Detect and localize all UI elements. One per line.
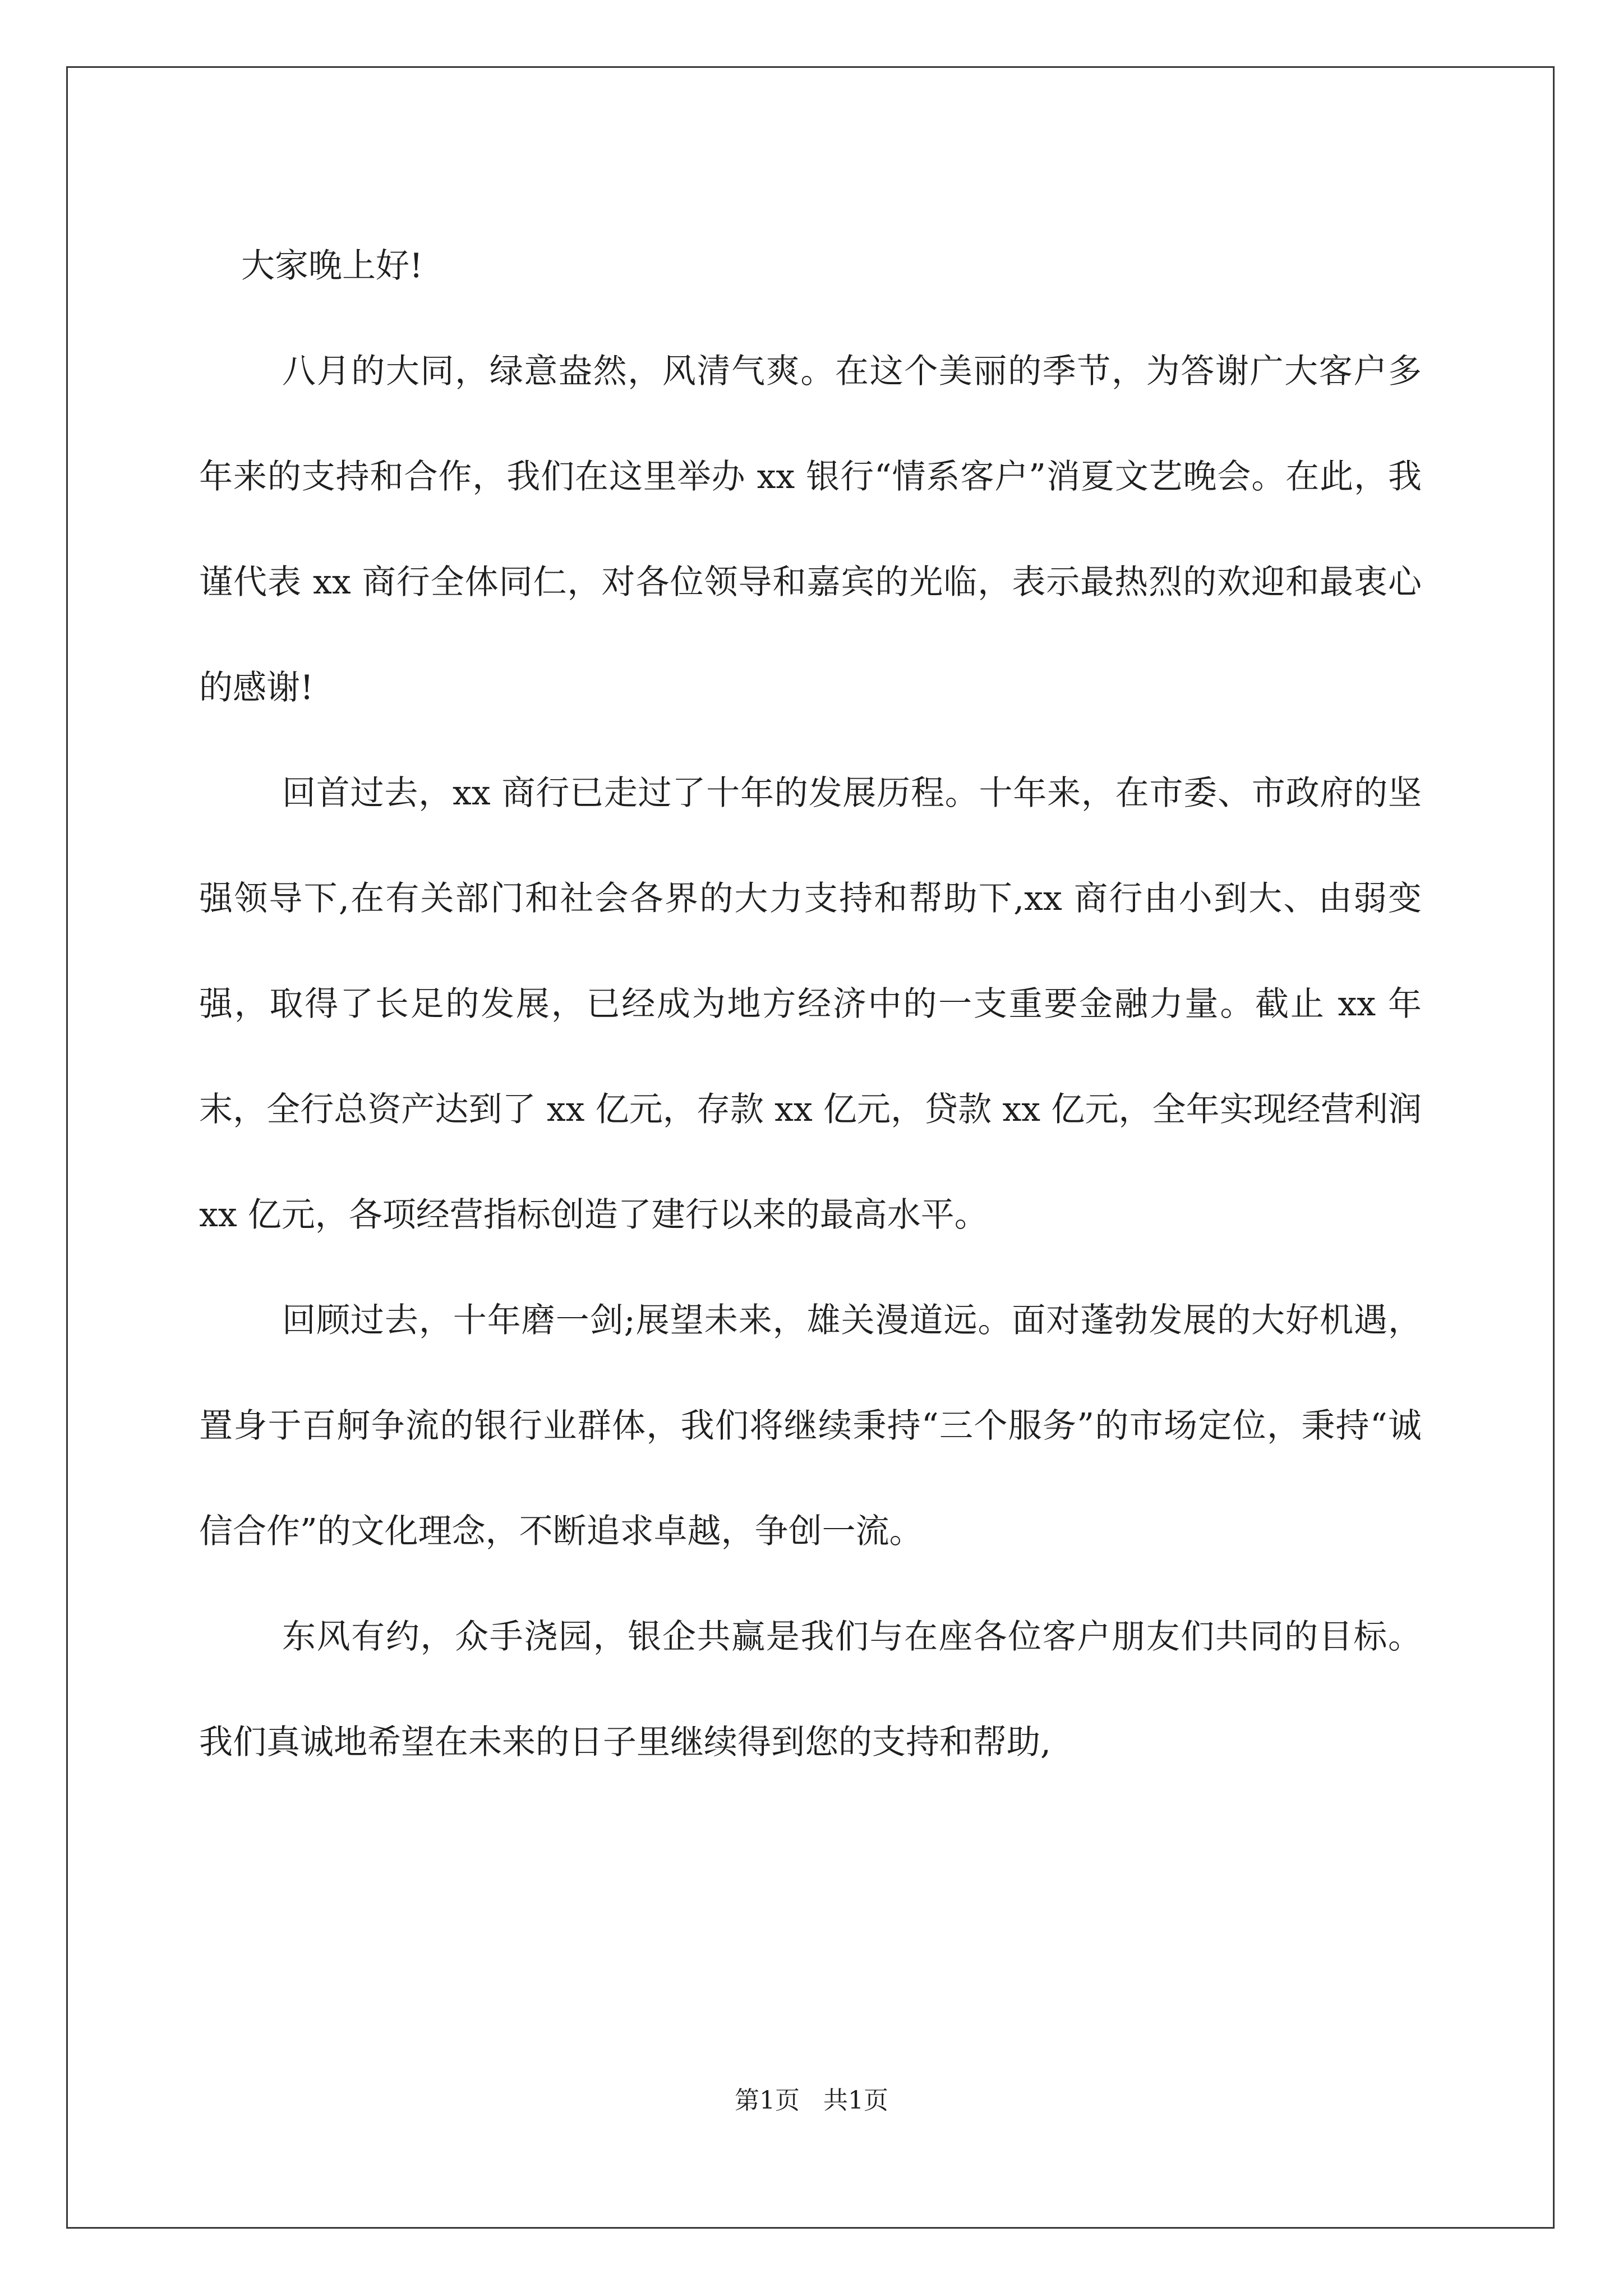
document-body xyxy=(199,213,1422,1795)
paragraph-2: 回首过去，xx 商行已走过了十年的发展历程。十年来，在市委、市政府的坚强领导下,在有关部门和社会各界的大力支持和帮助下,xx 商行由小到大、由弱变强，取得了长足的发展，已经成为地方经济中的一支重要金融力量。截止 xx 年末，全行总资产达到了 xx 亿元，存款 xx 亿元，贷款 xx 亿元，全年实现经营利润 xx 亿元，各项经营指标创造了建行以来的最高水平。 xyxy=(199,774,1422,1235)
paragraph-3: 回顾过去，十年磨一剑;展望未来，雄关漫道远。面对蓬勃发展的大好机遇，置身于百舸争流的银行业群体，我们将继续秉持“三个服务”的市场定位，秉持“诚信合作”的文化理念，不断追求卓越，争创一流。 xyxy=(199,1301,1422,1551)
paragraph-1: 八月的大同，绿意盎然，风清气爽。在这个美丽的季节，为答谢广大客户多年来的支持和合作，我们在这里举办 xx 银行“情系客户”消夏文艺晚会。在此，我谨代表 xx 商行全体同仁，对各位领导和嘉宾的光临，表示最热烈的欢迎和最衷心的感谢! xyxy=(199,352,1422,707)
page-footer: 第1页 共1页 xyxy=(735,2086,888,2115)
greeting: 大家晚上好! xyxy=(241,246,423,286)
paragraph-4: 东风有约，众手浇园，银企共赢是我们与在座各位客户朋友们共同的目标。我们真诚地希望在未来的日子里继续得到您的支持和帮助, xyxy=(199,1617,1422,1762)
